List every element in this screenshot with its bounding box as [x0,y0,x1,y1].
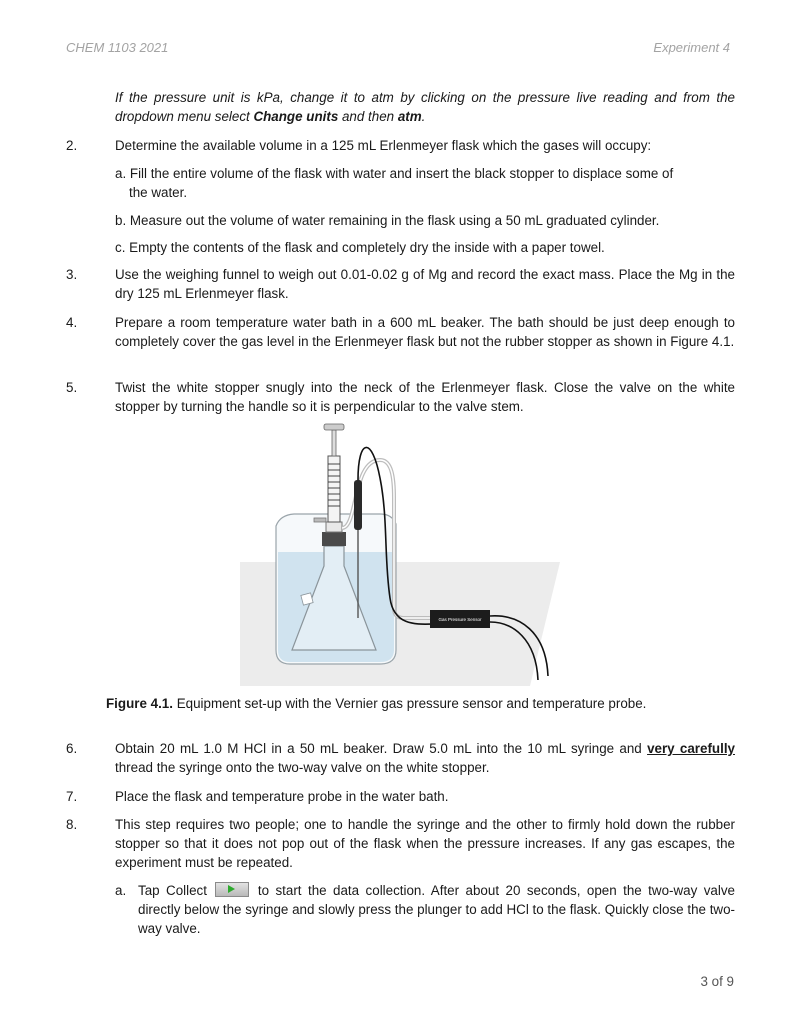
step8a-text-2: to start the data collection. After about 20 seconds, open the two-way valve directly below the syringe and slowly press the plunger to add HCl to the flask. Quickly close the two-way valve. [138,883,735,936]
temperature-probe-icon [354,480,362,530]
substep-b: b. Measure out the volume of water remaining in the flask using a 50 mL graduated cylinder. [115,213,660,228]
header-course: CHEM 1103 2021 [66,40,169,55]
syringe-icon [328,456,340,522]
two-way-valve-icon [326,522,342,532]
intro-text-1: If the pressure unit is kPa, change it to atm by clicking on the pressure live reading and from the dropdown menu select [115,90,735,124]
flask-label [301,593,313,605]
figure-caption [106,694,646,713]
substep-a-cont: the water. [129,185,188,200]
step6-emphasis: very carefully [647,741,735,756]
intro-bold-change-units: Change units [253,109,339,124]
sensor-label: Gas Pressure Sensor [438,617,482,622]
equipment-figure [240,418,560,686]
step-number: 3. [66,267,78,282]
step-number: 5. [66,380,78,395]
step-number: 8. [66,817,78,832]
step-text: Determine the available volume in a 125 mL Erlenmeyer flask which the gases will occupy: [115,138,652,153]
intro-text-3: . [421,109,426,124]
step-number: 4. [66,315,78,330]
step8a-label: a. [115,883,127,898]
step-text: Use the weighing funnel to weigh out 0.01-0.02 g of Mg and record the exact mass. Place the Mg in the dry 125 mL Erlenmeyer flask. [115,267,735,301]
substep-a: a. Fill the entire volume of the flask with water and insert the black stopper to displace some of [115,166,674,181]
step-number: 2. [66,138,78,153]
step-text [115,739,735,777]
step-text: Prepare a room temperature water bath in a 600 mL beaker. The bath should be just deep enough to completely cover the gas level in the Erlenmeyer flask but not the rubber stopper as shown in Figure 4.1. [115,315,735,349]
step-text: Place the flask and temperature probe in the water bath. [115,789,449,804]
play-icon [228,885,235,893]
step6-text-2: thread the syringe onto the two-way valve on the white stopper. [115,760,490,775]
step-text: This step requires two people; one to handle the syringe and the other to firmly hold down the rubber stopper so that it does not pop out of the flask when the pressure increases. If any gas escapes, the experiment must be repeated. [115,817,735,870]
rubber-stopper-icon [322,532,346,546]
syringe-plunger [332,430,336,456]
substep-c: c. Empty the contents of the flask and completely dry the inside with a paper towel. [115,240,605,255]
intro-text-2: and then [338,109,398,124]
step-number: 7. [66,789,78,804]
collect-button-icon [215,882,249,897]
step8a-text [138,881,735,938]
intro-paragraph [115,88,735,126]
step-text: Twist the white stopper snugly into the neck of the Erlenmeyer flask. Close the valve on the white stopper by turning the handle so it is perpendicular to the valve stem. [115,380,735,414]
intro-bold-atm: atm [397,109,422,124]
step8a-text-1: Tap Collect [138,883,214,898]
valve-handle [314,518,326,522]
plunger-head [324,424,344,430]
page-number: 3 of 9 [700,974,734,989]
step-number: 6. [66,741,78,756]
figure-caption-text: Equipment set-up with the Vernier gas pressure sensor and temperature probe. [172,696,647,711]
header-experiment: Experiment 4 [653,40,730,55]
figure-label: Figure 4.1. [106,696,173,711]
step6-text-1: Obtain 20 mL 1.0 M HCl in a 50 mL beaker. Draw 5.0 mL into the 10 mL syringe and [115,741,648,756]
